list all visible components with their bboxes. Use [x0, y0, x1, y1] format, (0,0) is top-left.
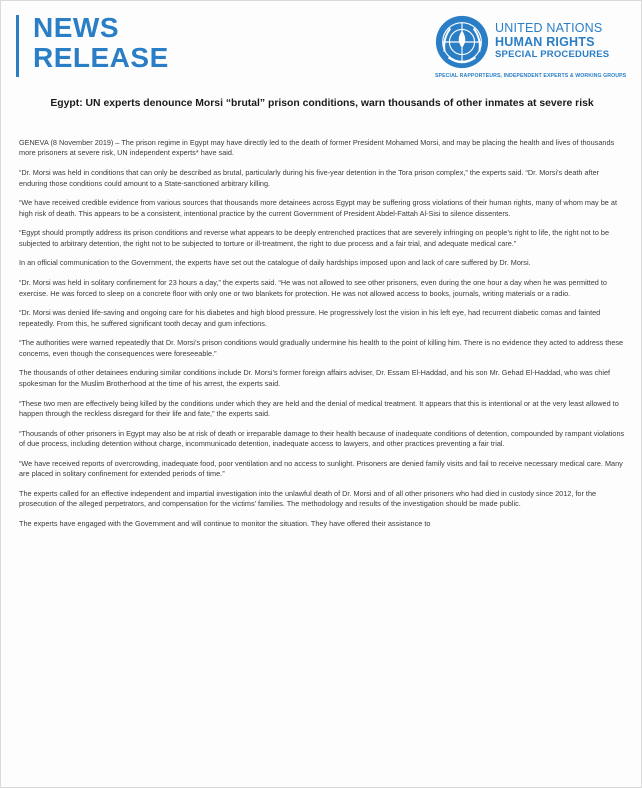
paragraph: “We have received credible evidence from various sources that thousands more detainees across Egypt may be suffering gross violations of their human rights, many of whom may be at high risk of death. This appears to be a consistent, intentional practice by the current Government of President Abdel-Fattah Al-Sisi to silence dissenters. [19, 198, 617, 218]
paragraph: “We have received reports of overcrowding, inadequate food, poor ventilation and no access to sunlight. Prisoners are denied family visits and fail to receive necessary medical care. Many are placed in solitary confinement for extended periods of time.” [19, 458, 623, 479]
title-line-1: NEWS [33, 12, 119, 43]
header-accent-bar [16, 15, 19, 77]
paragraph: “Egypt should promptly address its prison conditions and reverse what appears to be deeply entrenched practices that are severely infringing on people’s right to life, the right not to be subjected to arbitrary detention, the right not to be subjected to torture or ill-treatment, the right to due process and a fair trial, and adequate medical care.” [19, 228, 610, 248]
paragraph: In an official communication to the Government, the experts have set out the catalogue of daily hardships imposed upon and lack of care suffered by Dr. Morsi. [19, 258, 531, 268]
logo-line-special-procedures: SPECIAL PROCEDURES [495, 49, 610, 60]
article-body [19, 138, 625, 539]
paragraph: “Thousands of other prisoners in Egypt may also be at risk of death or irreparable damage to their health because of inadequate conditions of detention, compounded by rampant violations of due process, including detention without charge, incommunicado detention, inadequate access to lawyers, and other practices preventing a fair trial. [19, 428, 625, 449]
un-emblem-icon [433, 13, 491, 71]
logo-line-united-nations: UNITED NATIONS [495, 21, 603, 35]
paragraph: The thousands of other detainees enduring similar conditions include Dr. Morsi’s former foreign affairs adviser, Dr. Essam El-Haddad, and his son Mr. Gehad El-Haddad, who was chief spokesman for the Muslim Brotherhood at the time of his arrest, the experts said. [19, 368, 611, 388]
paragraph: The experts called for an effective independent and impartial investigation into the unlawful death of Dr. Morsi and of all other prisoners who had died in custody since 2012, for the prosecution of the alleged perpetrators, and compensation for the victims’ families. The methodology and results of the investigation should be made public. [19, 488, 597, 509]
paragraph: “Dr. Morsi was held in conditions that can only be described as brutal, particularly during his five-year detention in the Tora prison complex,” the experts said. “Dr. Morsi’s death after enduring those conditions could amount to a State-sanctioned arbitrary killing. [19, 168, 600, 188]
paragraph: “The authorities were warned repeatedly that Dr. Morsi’s prison conditions would gradually undermine his health to the point of killing him. There is no evidence they acted to address these concerns, even though the consequences were foreseeable.” [19, 338, 624, 358]
un-human-rights-logo [433, 11, 633, 85]
paragraph: “These two men are effectively being killed by the conditions under which they are held and the denial of medical treatment. It appears that this is intentional or at the very least allowed to happen through the reckless disregard for their life and fate,” the experts said. [19, 398, 619, 418]
title-line-2: RELEASE [33, 42, 169, 73]
logo-line-human-rights: HUMAN RIGHTS [495, 35, 595, 49]
paragraph: GENEVA (8 November 2019) – The prison regime in Egypt may have directly led to the death of former President Mohamed Morsi, and may be placing the health and lives of thousands more prisoners at severe risk, UN independent experts* have said. [19, 138, 615, 158]
headline: Egypt: UN experts denounce Morsi “brutal” prison conditions, warn thousands of other inmates at severe risk [50, 98, 594, 109]
paragraph: “Dr. Morsi was denied life-saving and ongoing care for his diabetes and high blood pressure. He progressively lost the vision in his left eye, had recurrent diabetic comas and fainted repeatedly. From this, he suffered significant tooth decay and gum infections. [19, 308, 601, 328]
paragraph: The experts have engaged with the Government and will continue to monitor the situation. They have offered their assistance to [19, 519, 431, 529]
logo-wordmark [495, 21, 635, 61]
logo-tagline: SPECIAL RAPPORTEURS, INDEPENDENT EXPERTS & WORKING GROUPS [435, 73, 627, 79]
header [1, 1, 642, 93]
news-release-title [33, 13, 169, 73]
paragraph: “Dr. Morsi was held in solitary confinement for 23 hours a day,” the experts said. “He was not allowed to see other prisoners, even during the one hour a day when he was permitted to exercise. He was forced to sleep on a concrete floor with only one or two blankets for protection. He was not allowed access to books, journals, writing materials or a radio. [19, 278, 607, 298]
